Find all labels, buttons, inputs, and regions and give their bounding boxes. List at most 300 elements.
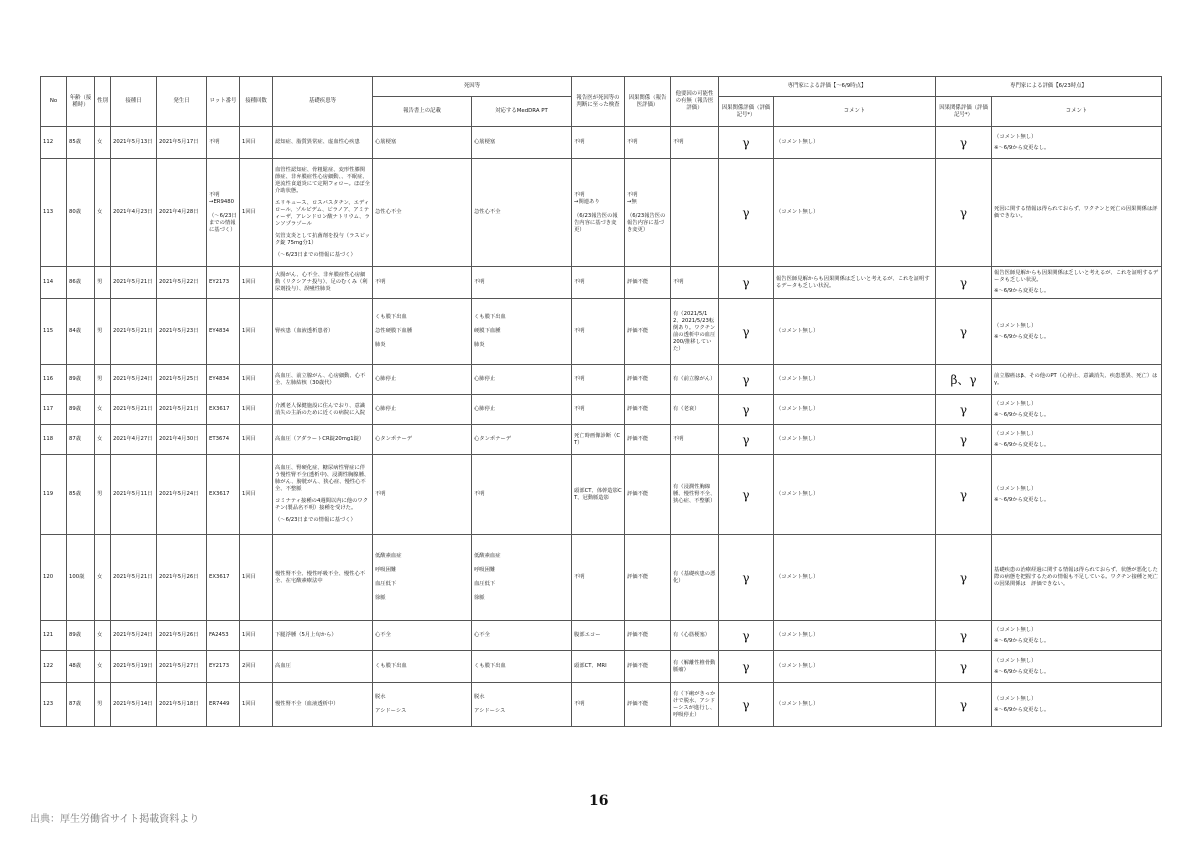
table-row <box>41 651 1162 683</box>
cell-eval-symbol-1: γ <box>719 159 774 267</box>
header-onset-date: 発生日 <box>157 77 207 127</box>
cell-age: 100歳 <box>67 535 95 621</box>
cell-vaccination-date: 2021年5月13日 <box>111 127 157 159</box>
cell-report-entry-line: 血圧低下 <box>375 581 397 587</box>
cell-report-entry <box>373 683 472 727</box>
cell-sex: 男 <box>95 683 111 727</box>
cell-exam: 頭部CT、体幹造影CT、冠動脈造影 <box>572 455 625 535</box>
cell-underlying-disease-line: （～6/23日までの情報に基づく） <box>275 251 356 258</box>
cell-dose-count: 1回目 <box>240 127 273 159</box>
cell-underlying-disease <box>273 395 373 425</box>
cell-underlying-disease-line: 血管性認知症、骨粗鬆症、変形性膝関節症、非弁膜症性心房細動、、不眠症、逆流性食道炎にて定期フォロー。ほぼ全介助状態。 <box>275 166 370 194</box>
cell-other-cause: 有（下痢がきっかけで脱水、アシドーシスが進行し、呼吸停止） <box>671 683 719 727</box>
cell-lot-number: ER7449 <box>207 683 240 727</box>
cell-sex: 女 <box>95 535 111 621</box>
cell-vaccination-date: 2021年5月21日 <box>111 267 157 299</box>
cell-underlying-disease <box>273 535 373 621</box>
cell-report-entry-line: 呼吸困難 <box>375 567 397 573</box>
cell-report-entry <box>373 299 472 365</box>
cell-underlying-disease-line: （～6/23日までの情報に基づく） <box>275 517 356 523</box>
cell-sex: 女 <box>95 425 111 455</box>
cell-report-entry <box>373 159 472 267</box>
cell-eval-symbol-1: γ <box>719 267 774 299</box>
cell-onset-date: 2021年5月26日 <box>157 535 207 621</box>
cell-lot-number: FA2453 <box>207 621 240 651</box>
cell-comment-2 <box>992 159 1162 267</box>
cell-underlying-disease-line: 下腿浮腫（5月上旬から） <box>275 632 337 638</box>
cell-dose-count: 1回目 <box>240 159 273 267</box>
cell-meddra-pt-line: 肺炎 <box>474 342 485 348</box>
cell-onset-date: 2021年5月18日 <box>157 683 207 727</box>
cell-sex: 男 <box>95 365 111 395</box>
cell-vaccination-date: 2021年5月21日 <box>111 299 157 365</box>
cell-no: 119 <box>41 455 67 535</box>
header-eval-symbol-1: 因果関係評価（評価記号*） <box>719 97 774 127</box>
cell-comment-2 <box>992 425 1162 455</box>
cell-comment-2-line: 死因に関する情報は得られておらず、ワクチンと死亡の因果関係は評価できない。 <box>994 205 1158 219</box>
cell-comment-1 <box>774 535 936 621</box>
cell-meddra-pt-line: 心肺停止 <box>474 376 496 382</box>
cell-report-entry-line: 心肺停止 <box>375 376 397 382</box>
cell-underlying-disease-line: 高血圧（アダラートCR錠20mg1錠） <box>275 436 365 442</box>
cell-comment-2-line: 基礎疾患の治療経過に関する情報は得られておらず、状態が悪化した際の病態を把握するための情報も不足している。ワクチン接種と死亡の因果関係は 評価できない。 <box>994 567 1158 587</box>
cell-eval-symbol-2: γ <box>936 127 992 159</box>
cell-underlying-disease-line: 大腸がん、心不全、非弁膜症性心房細動（リクシアナ投与）、足のむくみ（利尿剤投与）、誤嚥性肺炎 <box>275 272 368 292</box>
cell-no: 114 <box>41 267 67 299</box>
cell-eval-symbol-1: γ <box>719 651 774 683</box>
header-lot-number: ロット番号 <box>207 77 240 127</box>
header-comment-1: コメント <box>774 97 936 127</box>
cell-comment-1 <box>774 425 936 455</box>
header-sex: 性別 <box>95 77 111 127</box>
cell-eval-symbol-2: γ <box>936 395 992 425</box>
cell-vaccination-date: 2021年5月21日 <box>111 535 157 621</box>
page-number: 16 <box>589 793 609 809</box>
cell-age: 85歳 <box>67 455 95 535</box>
cell-dose-count: 1回目 <box>240 621 273 651</box>
cell-lot-number: ET3674 <box>207 425 240 455</box>
cell-comment-2-line: （コメント無し） <box>994 430 1037 437</box>
header-dose-count: 接種回数 <box>240 77 273 127</box>
cell-comment-2-line: （コメント無し） <box>994 400 1037 407</box>
cell-lot-number: EY4834 <box>207 299 240 365</box>
cell-eval-symbol-2: β、γ <box>936 365 992 395</box>
cell-report-entry <box>373 267 472 299</box>
cell-vaccination-date: 2021年5月24日 <box>111 365 157 395</box>
cell-report-entry <box>373 621 472 651</box>
cell-comment-1-line: （コメント無し） <box>776 574 819 580</box>
cell-lot-number: 不明 <box>207 127 240 159</box>
cell-comment-2-line: ※～6/9から変更なし。 <box>994 144 1050 151</box>
cell-dose-count: 2回目 <box>240 651 273 683</box>
cell-sex: 女 <box>95 621 111 651</box>
table-row <box>41 621 1162 651</box>
cell-meddra-pt-line: 不明 <box>474 491 485 497</box>
cell-comment-1-line: （コメント無し） <box>776 491 819 497</box>
cell-underlying-disease-line: 気管支炎として抗菌剤を投与（ラスビック錠 75mg分1） <box>275 232 370 246</box>
cell-meddra-pt-line: 不明 <box>474 279 485 285</box>
header-cause-of-death: 死因等 <box>373 77 572 97</box>
cell-underlying-disease <box>273 455 373 535</box>
cell-lot-number: EX3617 <box>207 395 240 425</box>
cell-dose-count: 1回目 <box>240 365 273 395</box>
cell-eval-symbol-2: γ <box>936 535 992 621</box>
cell-eval-symbol-1: γ <box>719 425 774 455</box>
cell-onset-date: 2021年5月26日 <box>157 621 207 651</box>
cell-no: 120 <box>41 535 67 621</box>
cell-onset-date: 2021年5月21日 <box>157 395 207 425</box>
cell-vaccination-date: 2021年5月11日 <box>111 455 157 535</box>
cell-meddra-pt-line: くも膜下出血 <box>474 314 506 320</box>
cell-meddra-pt <box>472 159 572 267</box>
cell-meddra-pt <box>472 365 572 395</box>
cell-no: 118 <box>41 425 67 455</box>
cell-report-entry-line: 不明 <box>375 491 386 497</box>
cell-other-cause: 有（解離性椎骨動脈瘤） <box>671 651 719 683</box>
cell-meddra-pt <box>472 535 572 621</box>
cell-underlying-disease <box>273 127 373 159</box>
cell-sex: 女 <box>95 395 111 425</box>
cell-comment-2-line: （コメント無し） <box>994 657 1037 664</box>
cell-eval-symbol-2: γ <box>936 651 992 683</box>
cell-meddra-pt-line: 心不全 <box>474 632 490 638</box>
cell-report-entry-line: 徐脈 <box>375 595 386 601</box>
cell-meddra-pt <box>472 299 572 365</box>
cell-other-cause: 有（老衰） <box>671 395 719 425</box>
cell-eval-symbol-1: γ <box>719 455 774 535</box>
table-row <box>41 425 1162 455</box>
cell-onset-date: 2021年5月22日 <box>157 267 207 299</box>
cell-eval-symbol-2: γ <box>936 683 992 727</box>
cell-comment-2-line: ※～6/9から変更なし。 <box>994 706 1050 713</box>
table-row <box>41 365 1162 395</box>
cell-comment-2-line: ※～6/9から変更なし。 <box>994 496 1050 503</box>
cell-report-entry <box>373 365 472 395</box>
cell-exam: 不明 <box>572 683 625 727</box>
cell-eval-symbol-1: γ <box>719 395 774 425</box>
cell-report-entry-line: くも膜下出血 <box>375 663 407 669</box>
cell-comment-1 <box>774 365 936 395</box>
cell-report-entry-line: 急性心不全 <box>375 209 402 215</box>
cell-lot-number: EY2173 <box>207 651 240 683</box>
cell-onset-date: 2021年5月17日 <box>157 127 207 159</box>
cell-other-cause: 有（心筋梗塞） <box>671 621 719 651</box>
cell-sex: 男 <box>95 455 111 535</box>
cell-meddra-pt <box>472 455 572 535</box>
cell-exam: 不明 <box>572 365 625 395</box>
cell-underlying-disease-line: 高血圧、前立腺がん、心房細動、心不全、左肺結核（30歳代） <box>275 372 366 386</box>
cell-underlying-disease-line: エリキュース、ロスバスタチン、エディロール、ゾルピデム、ビラノア、アミティーザ、アレンドロン酸ナトリウム、ランソプラゾール <box>275 199 370 227</box>
cell-other-cause: 不明 <box>671 267 719 299</box>
cell-eval-symbol-2: γ <box>936 455 992 535</box>
cell-comment-2-line: （コメント無し） <box>994 626 1037 633</box>
cell-report-entry-line: アシドーシス <box>375 708 407 714</box>
cell-lot-number: EX3617 <box>207 455 240 535</box>
cell-comment-2-line: ※～6/9から変更なし。 <box>994 441 1050 448</box>
cell-eval-symbol-2: γ <box>936 299 992 365</box>
cell-underlying-disease-line: 介護老人保健施設に住んでおり、意識消失の主訴のために近くの病院に入院 <box>275 402 366 416</box>
cell-underlying-disease <box>273 683 373 727</box>
cell-comment-1-line: （コメント無し） <box>776 663 819 669</box>
cell-comment-2 <box>992 651 1162 683</box>
cell-comment-2-line: ※～6/9から変更なし。 <box>994 333 1050 340</box>
cell-comment-1-line: 報告医師見解からも因果関係は乏しいと考えるが、これを証明するデータも乏しい状況。 <box>776 275 930 289</box>
cell-comment-2 <box>992 683 1162 727</box>
cell-age: 80歳 <box>67 159 95 267</box>
cell-exam: 不明 →関連あり （6/23報告医の報告内容に基づき変更） <box>572 159 625 267</box>
cell-report-entry-line: 肺炎 <box>375 342 386 348</box>
cell-onset-date: 2021年4月30日 <box>157 425 207 455</box>
cell-underlying-disease <box>273 299 373 365</box>
cell-causality: 評価不能 <box>625 425 671 455</box>
cell-no: 113 <box>41 159 67 267</box>
cell-comment-2 <box>992 535 1162 621</box>
cell-vaccination-date: 2021年5月14日 <box>111 683 157 727</box>
cell-onset-date: 2021年5月25日 <box>157 365 207 395</box>
cell-underlying-disease <box>273 425 373 455</box>
cell-underlying-disease-line: 高血圧 <box>275 663 291 669</box>
table-body <box>41 127 1162 727</box>
cell-underlying-disease-line: 慢性腎不全、慢性呼吸不全、慢性心不全、在宅酸素療法中 <box>275 570 366 584</box>
cell-sex: 女 <box>95 127 111 159</box>
cell-dose-count: 1回目 <box>240 299 273 365</box>
cell-other-cause <box>671 159 719 267</box>
table-row <box>41 127 1162 159</box>
cell-other-cause: 有（基礎疾患の悪化） <box>671 535 719 621</box>
cell-comment-1-line: （コメント無し） <box>776 406 819 412</box>
death-report-table <box>40 76 1162 727</box>
cell-dose-count: 1回目 <box>240 683 273 727</box>
cell-meddra-pt-line: 血圧低下 <box>474 581 496 587</box>
cell-sex: 男 <box>95 299 111 365</box>
cell-meddra-pt-line: 呼吸困難 <box>474 567 496 573</box>
cell-eval-symbol-2: γ <box>936 267 992 299</box>
cell-report-entry-line: 脱水 <box>375 694 386 700</box>
cell-causality: 評価不能 <box>625 651 671 683</box>
cell-onset-date: 2021年4月28日 <box>157 159 207 267</box>
cell-causality: 評価不能 <box>625 535 671 621</box>
cell-onset-date: 2021年5月27日 <box>157 651 207 683</box>
cell-report-entry <box>373 455 472 535</box>
cell-underlying-disease <box>273 365 373 395</box>
cell-no: 112 <box>41 127 67 159</box>
cell-vaccination-date: 2021年5月24日 <box>111 621 157 651</box>
table-row <box>41 395 1162 425</box>
cell-causality: 評価不能 <box>625 267 671 299</box>
cell-report-entry-line: 低酸素血症 <box>375 553 402 559</box>
cell-exam: 不明 <box>572 127 625 159</box>
cell-causality: 評価不能 <box>625 683 671 727</box>
cell-no: 115 <box>41 299 67 365</box>
cell-meddra-pt-line: 急性心不全 <box>474 209 501 215</box>
cell-meddra-pt <box>472 267 572 299</box>
cell-report-entry-line: 心タンポナーデ <box>375 436 413 442</box>
cell-other-cause: 有（浸潤性胸線腫、慢性腎不全、狭心症、不整脈） <box>671 455 719 535</box>
cell-vaccination-date: 2021年4月23日 <box>111 159 157 267</box>
cell-exam: 腹部エコー <box>572 621 625 651</box>
header-underlying-disease: 基礎疾患等 <box>273 77 373 127</box>
cell-vaccination-date: 2021年4月27日 <box>111 425 157 455</box>
cell-age: 87歳 <box>67 425 95 455</box>
cell-other-cause: 不明 <box>671 127 719 159</box>
table-row <box>41 159 1162 267</box>
table-row <box>41 455 1162 535</box>
cell-eval-symbol-1: γ <box>719 621 774 651</box>
cell-comment-2-line: ※～6/9から変更なし。 <box>994 668 1050 675</box>
cell-comment-1 <box>774 683 936 727</box>
cell-comment-2 <box>992 365 1162 395</box>
cell-comment-2-line: （コメント無し） <box>994 485 1037 492</box>
cell-eval-symbol-2: γ <box>936 425 992 455</box>
cell-comment-2-line: ※～6/9から変更なし。 <box>994 288 1050 294</box>
cell-dose-count: 1回目 <box>240 455 273 535</box>
cell-no: 116 <box>41 365 67 395</box>
cell-age: 89歳 <box>67 365 95 395</box>
cell-age: 48歳 <box>67 651 95 683</box>
cell-lot-number: EX3617 <box>207 535 240 621</box>
cell-other-cause: 有（前立腺がん） <box>671 365 719 395</box>
cell-dose-count: 1回目 <box>240 425 273 455</box>
cell-meddra-pt-line: 低酸素血症 <box>474 553 501 559</box>
cell-comment-2-line: ※～6/9から変更なし。 <box>994 411 1050 418</box>
cell-meddra-pt-line: 徐脈 <box>474 595 485 601</box>
cell-report-entry-line: 急性硬膜下血腫 <box>375 328 413 334</box>
cell-comment-1-line: （コメント無し） <box>776 701 819 707</box>
cell-age: 87歳 <box>67 683 95 727</box>
header-comment-2: コメント <box>992 97 1162 127</box>
cell-meddra-pt-line: 心肺停止 <box>474 406 496 412</box>
cell-underlying-disease-line: 慢性腎不全（血液透析中） <box>275 701 339 707</box>
header-exam: 報告医が死因等の判断に至った検査 <box>572 77 625 127</box>
cell-report-entry-line: 心不全 <box>375 632 391 638</box>
cell-exam: 不明 <box>572 395 625 425</box>
header-meddra-pt: 対応するMedDRA PT <box>472 97 572 127</box>
cell-causality: 評価不能 <box>625 455 671 535</box>
cell-exam: 死亡時画像診断（CT） <box>572 425 625 455</box>
cell-exam: 不明 <box>572 267 625 299</box>
table-row <box>41 299 1162 365</box>
cell-eval-symbol-2: γ <box>936 159 992 267</box>
cell-comment-2-line: ※～6/9から変更なし。 <box>994 637 1050 644</box>
header-report-entry: 報告書上の記載 <box>373 97 472 127</box>
cell-other-cause: 有（2021/5/12、2021/5/23転倒あり。ワクチン前の透析中の血圧200/推移していた） <box>671 299 719 365</box>
cell-dose-count: 1回目 <box>240 395 273 425</box>
header-age: 年齢（接種時） <box>67 77 95 127</box>
cell-comment-1 <box>774 395 936 425</box>
cell-underlying-disease <box>273 267 373 299</box>
cell-underlying-disease-line: 腎疾患（血液透析患者） <box>275 328 334 334</box>
cell-meddra-pt <box>472 425 572 455</box>
cell-lot-number: EY2173 <box>207 267 240 299</box>
cell-meddra-pt-line: アシドーシス <box>474 708 506 714</box>
cell-exam: 頭部CT、MRI <box>572 651 625 683</box>
cell-vaccination-date: 2021年5月19日 <box>111 651 157 683</box>
table-row <box>41 267 1162 299</box>
table-row <box>41 535 1162 621</box>
cell-no: 121 <box>41 621 67 651</box>
cell-meddra-pt-line: くも膜下出血 <box>474 663 506 669</box>
cell-comment-2-line: 前立腺癌はβ、その他のPT（心停止、意識消失、疾患悪異、死亡）はγ。 <box>994 372 1158 386</box>
cell-no: 123 <box>41 683 67 727</box>
cell-underlying-disease-line: 認知症、脂質異常症、虚血性心疾患 <box>275 139 360 145</box>
cell-comment-2 <box>992 127 1162 159</box>
cell-age: 86歳 <box>67 267 95 299</box>
cell-report-entry-line: 心筋梗塞 <box>375 139 397 145</box>
cell-comment-1 <box>774 651 936 683</box>
cell-comment-2-line: （コメント無し） <box>994 695 1037 702</box>
cell-causality: 評価不能 <box>625 395 671 425</box>
cell-comment-1-line: （コメント無し） <box>776 632 819 638</box>
cell-other-cause: 不明 <box>671 425 719 455</box>
cell-comment-1-line: （コメント無し） <box>776 376 819 382</box>
cell-eval-symbol-1: γ <box>719 127 774 159</box>
cell-comment-2 <box>992 267 1162 299</box>
cell-report-entry-line: くも膜下出血 <box>375 314 407 320</box>
cell-vaccination-date: 2021年5月21日 <box>111 395 157 425</box>
cell-meddra-pt <box>472 621 572 651</box>
cell-dose-count: 1回目 <box>240 267 273 299</box>
cell-sex: 女 <box>95 159 111 267</box>
cell-comment-1-line: （コメント無し） <box>776 436 819 442</box>
cell-report-entry <box>373 395 472 425</box>
cell-causality: 評価不能 <box>625 299 671 365</box>
cell-eval-symbol-1: γ <box>719 365 774 395</box>
cell-meddra-pt <box>472 395 572 425</box>
cell-meddra-pt-line: 硬膜下血腫 <box>474 328 501 334</box>
header-expert-eval-0609: 専門家による評価【～6/9時点】 <box>719 77 936 97</box>
cell-report-entry <box>373 651 472 683</box>
cell-no: 117 <box>41 395 67 425</box>
cell-comment-2-line: （コメント無し） <box>994 322 1037 329</box>
cell-comment-2 <box>992 299 1162 365</box>
adverse-event-sheet <box>40 76 1161 727</box>
cell-comment-2 <box>992 621 1162 651</box>
cell-meddra-pt-line: 心タンポナーデ <box>474 436 512 442</box>
cell-report-entry-line: 不明 <box>375 279 386 285</box>
header-other-cause: 他要因の可能性の有無（報告医評価） <box>671 77 719 127</box>
cell-exam: 不明 <box>572 535 625 621</box>
table-header <box>41 77 1162 127</box>
header-causality: 因果関係（報告医評価） <box>625 77 671 127</box>
cell-causality: 評価不能 <box>625 365 671 395</box>
cell-dose-count: 1回目 <box>240 535 273 621</box>
cell-sex: 男 <box>95 267 111 299</box>
cell-eval-symbol-1: γ <box>719 683 774 727</box>
cell-causality: 不明 →無 （6/23報告医の報告内容に基づき変更） <box>625 159 671 267</box>
cell-comment-1 <box>774 159 936 267</box>
cell-comment-2 <box>992 395 1162 425</box>
cell-report-entry-line: 心肺停止 <box>375 406 397 412</box>
cell-causality: 評価不能 <box>625 621 671 651</box>
cell-age: 85歳 <box>67 127 95 159</box>
cell-comment-1 <box>774 455 936 535</box>
header-eval-symbol-2: 因果関係評価（評価記号*） <box>936 97 992 127</box>
header-expert-eval-0623: 専門家による評価【6/23時点】 <box>936 77 1162 97</box>
cell-report-entry <box>373 425 472 455</box>
cell-no: 122 <box>41 651 67 683</box>
cell-comment-2-line: （コメント無し） <box>994 133 1037 140</box>
header-vaccination-date: 接種日 <box>111 77 157 127</box>
cell-comment-1 <box>774 621 936 651</box>
cell-age: 84歳 <box>67 299 95 365</box>
cell-sex: 女 <box>95 651 111 683</box>
cell-comment-2 <box>992 455 1162 535</box>
cell-underlying-disease <box>273 159 373 267</box>
cell-comment-1-line: （コメント無し） <box>776 328 819 334</box>
cell-exam: 不明 <box>572 299 625 365</box>
source-note: 出典：厚生労働省サイト掲載資料より <box>30 814 200 825</box>
cell-causality: 不明 <box>625 127 671 159</box>
